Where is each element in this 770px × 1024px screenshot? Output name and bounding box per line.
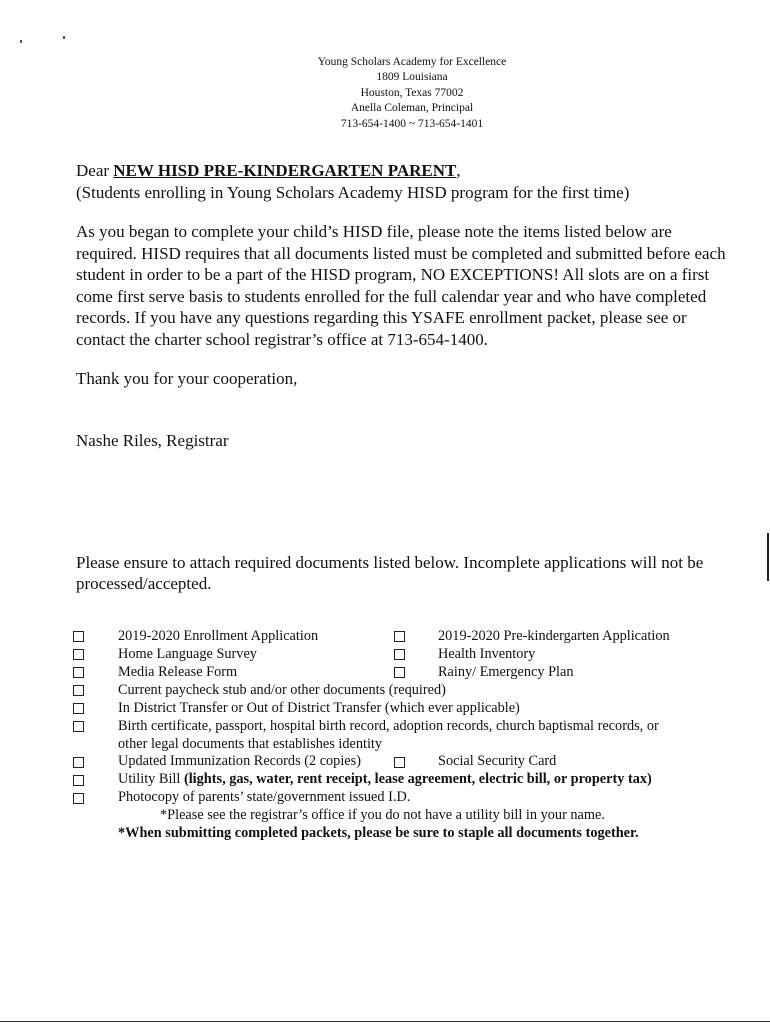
- item-immunization: Updated Immunization Records (2 copies): [118, 753, 361, 769]
- item-home-language: Home Language Survey: [118, 646, 257, 662]
- registrar-note: *Please see the registrar’s office if you do not have a utility bill in your name.: [160, 807, 605, 823]
- school-phones: 713-654-1400 ~ 713-654-1401: [340, 117, 484, 130]
- greeting: [76, 160, 629, 204]
- school-name: Young Scholars Academy for Excellence: [317, 56, 507, 68]
- checkbox-social-security[interactable]: [394, 757, 405, 768]
- school-street: 1809 Louisiana: [376, 71, 448, 84]
- greeting-subline: (Students enrolling in Young Scholars Academy HISD program for the first time): [76, 183, 630, 202]
- scan-edge-mark: [767, 533, 769, 581]
- checkbox-home-language[interactable]: [73, 649, 84, 660]
- item-transfer: In District Transfer or Out of District Transfer (which ever applicable): [118, 700, 520, 716]
- checkbox-transfer[interactable]: [73, 703, 84, 714]
- item-health-inventory: Health Inventory: [438, 646, 536, 662]
- item-rainy-plan: Rainy/ Emergency Plan: [438, 664, 574, 680]
- item-enrollment-app: 2019-2020 Enrollment Application: [118, 628, 319, 644]
- scan-speck: [63, 36, 65, 39]
- checkbox-prek-app[interactable]: [394, 631, 405, 642]
- checkbox-immunization[interactable]: [73, 757, 84, 768]
- checkbox-media-release[interactable]: [73, 667, 84, 678]
- greeting-comma: ,: [456, 161, 461, 180]
- checkbox-photocopy-id[interactable]: [73, 793, 84, 804]
- utility-bill-details: (lights, gas, water, rent receipt, lease agreement, electric bill, or property tax): [183, 771, 652, 787]
- letterhead: [0, 55, 770, 132]
- checkbox-rainy-plan[interactable]: [394, 667, 405, 678]
- greeting-addressee: NEW HISD PRE-KINDERGARTEN PARENT: [113, 161, 457, 180]
- item-photocopy-id: Photocopy of parents’ state/government issued I.D.: [118, 789, 411, 805]
- school-city: Houston, Texas 77002: [360, 86, 464, 99]
- staple-note: *When submitting completed packets, please be sure to staple all documents together.: [118, 825, 639, 841]
- item-birth-certificate: Birth certificate, passport, hospital birth record, adoption records, church baptismal records, or: [118, 718, 659, 734]
- body-paragraph: As you began to complete your child’s HISD file, please note the items listed below are required. HISD requires that all documents listed must be completed and submitted before each student in order to be a part of the HISD program, NO EXCEPTIONS! All slots are on a first come first serve basis to students enrolled for the full calendar year and who have completed records. If you have any questions regarding this YSAFE enrollment packet, please see or contact the charter school registrar’s office at 713-654-1400.: [76, 222, 726, 349]
- thanks-line: Thank you for your cooperation,: [76, 369, 298, 388]
- checkbox-paycheck[interactable]: [73, 685, 84, 696]
- item-social-security: Social Security Card: [438, 753, 557, 769]
- registrar-signature: Nashe Riles, Registrar: [76, 431, 229, 450]
- school-principal: Anella Coleman, Principal: [350, 102, 474, 115]
- checkbox-enrollment-app[interactable]: [73, 631, 84, 642]
- item-birth-certificate-cont: other legal documents that establishes identity: [118, 736, 383, 752]
- scan-speck: [20, 40, 22, 43]
- item-paycheck: Current paycheck stub and/or other documents (required): [118, 682, 446, 698]
- item-media-release: Media Release Form: [118, 664, 238, 680]
- utility-bill-label: Utility Bill: [118, 771, 184, 787]
- checkbox-health-inventory[interactable]: [394, 649, 405, 660]
- checkbox-utility-bill[interactable]: [73, 775, 84, 786]
- checkbox-birth-certificate[interactable]: [73, 721, 84, 732]
- instructions: Please ensure to attach required documents listed below. Incomplete applications will not be processed/accepted.: [76, 553, 704, 593]
- greeting-dear: Dear: [76, 161, 110, 180]
- item-utility-bill: [118, 771, 652, 788]
- item-prek-app: 2019-2020 Pre-kindergarten Application: [438, 628, 670, 644]
- footer-rule: [0, 1021, 770, 1022]
